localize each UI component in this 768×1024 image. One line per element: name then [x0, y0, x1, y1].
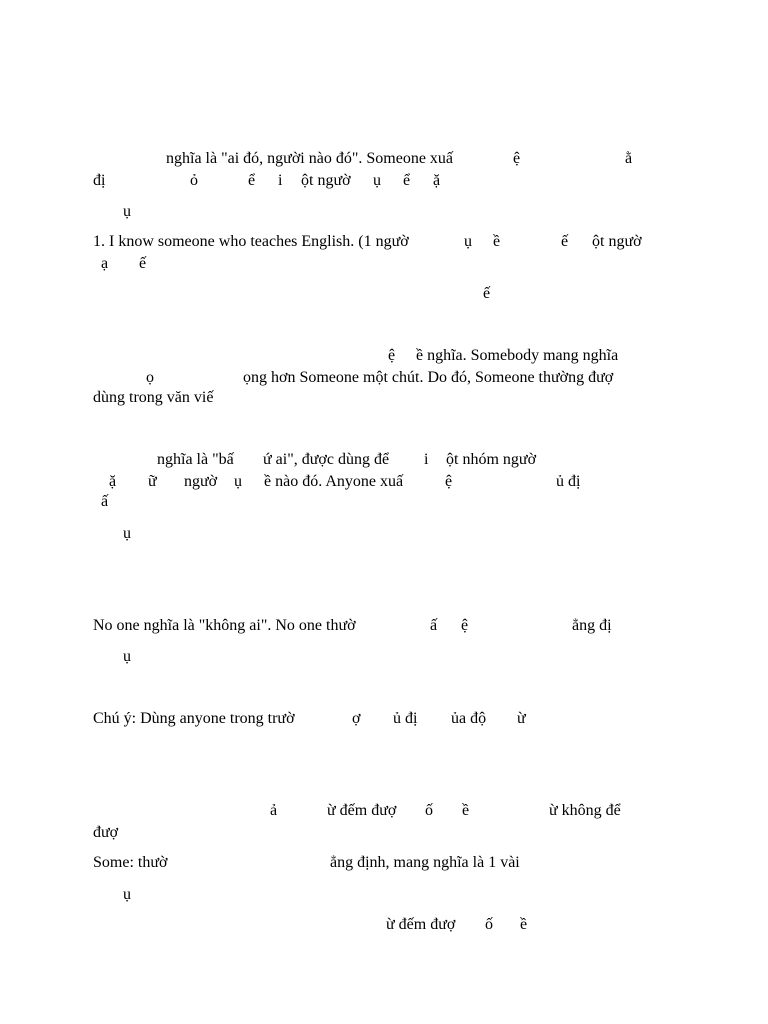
text-fragment: ừ đếm đượ: [327, 802, 397, 819]
text-fragment: ằ: [625, 150, 633, 167]
text-fragment: ỏ: [190, 172, 198, 189]
text-fragment: ứ ai", được dùng để: [263, 451, 390, 468]
text-fragment: ủ đị: [393, 710, 418, 727]
text-fragment: ột ngườ: [301, 172, 351, 189]
text-fragment: ột nhóm ngườ: [446, 451, 537, 468]
text-fragment: ụ: [373, 172, 381, 189]
text-fragment: ố: [485, 916, 493, 933]
text-fragment: ngườ: [184, 473, 218, 490]
text-fragment: ệ: [461, 617, 469, 634]
text-fragment: ệ: [445, 473, 453, 490]
text-fragment: ụ: [123, 525, 131, 542]
text-fragment: dùng trong văn viế: [93, 389, 214, 406]
text-fragment: ố: [425, 802, 433, 819]
text-fragment: ừ: [517, 710, 526, 727]
text-fragment: ế: [561, 233, 569, 250]
text-fragment: ụ: [123, 886, 131, 903]
text-fragment: ừ không để: [549, 802, 621, 819]
text-fragment: ọng hơn Someone một chút. Do đó, Someone thường đượ: [243, 369, 614, 386]
text-fragment: nghĩa là "bấ: [157, 451, 234, 468]
text-fragment: đượ: [93, 824, 119, 841]
text-fragment: ể: [248, 172, 256, 189]
text-fragment: ế: [139, 255, 147, 272]
text-fragment: ữ: [148, 473, 157, 490]
text-fragment: ẳng định, mang nghĩa là 1 vài: [330, 854, 520, 871]
text-fragment: ệ: [513, 150, 521, 167]
text-fragment: ấ: [101, 493, 109, 510]
text-fragment: i: [278, 172, 283, 189]
text-fragment: ủ đị: [556, 473, 581, 490]
text-fragment: Some: thườ: [93, 854, 168, 871]
text-fragment: ề: [493, 233, 501, 250]
text-fragment: ẳng đị: [572, 617, 612, 634]
text-fragment: ế: [483, 285, 491, 302]
text-fragment: ề nào đó. Anyone xuấ: [264, 473, 404, 490]
text-fragment: Chú ý: Dùng anyone trong trườ: [93, 710, 295, 727]
text-fragment: i: [424, 451, 429, 468]
text-fragment: No one nghĩa là "không ai". No one thườ: [93, 617, 356, 634]
text-fragment: ụ: [123, 648, 131, 665]
text-fragment: ột ngườ: [592, 233, 642, 250]
text-fragment: ặ: [109, 473, 117, 490]
text-fragment: ặ: [433, 172, 441, 189]
text-fragment: ừ đếm đượ: [386, 916, 456, 933]
text-fragment: đị: [93, 172, 106, 189]
text-fragment: 1. I know someone who teaches English. (1 ngườ: [93, 233, 409, 250]
text-fragment: ủa độ: [451, 710, 487, 727]
text-fragment: ợ: [352, 710, 361, 727]
text-fragment: ả: [270, 802, 278, 819]
text-fragment: ạ: [101, 255, 109, 272]
text-fragment: ấ: [430, 617, 438, 634]
text-fragment: nghĩa là "ai đó, người nào đó". Someone xuấ: [166, 150, 454, 167]
text-fragment: ọ: [146, 369, 154, 386]
text-fragment: ệ: [388, 347, 396, 364]
text-fragment: ụ: [464, 233, 472, 250]
text-fragment: ụ: [234, 473, 242, 490]
text-fragment: ể: [403, 172, 411, 189]
text-fragment: ề: [462, 802, 470, 819]
text-fragment: ề: [520, 916, 528, 933]
text-fragment: ụ: [123, 203, 131, 220]
text-fragment: ề nghĩa. Somebody mang nghĩa: [416, 347, 619, 364]
